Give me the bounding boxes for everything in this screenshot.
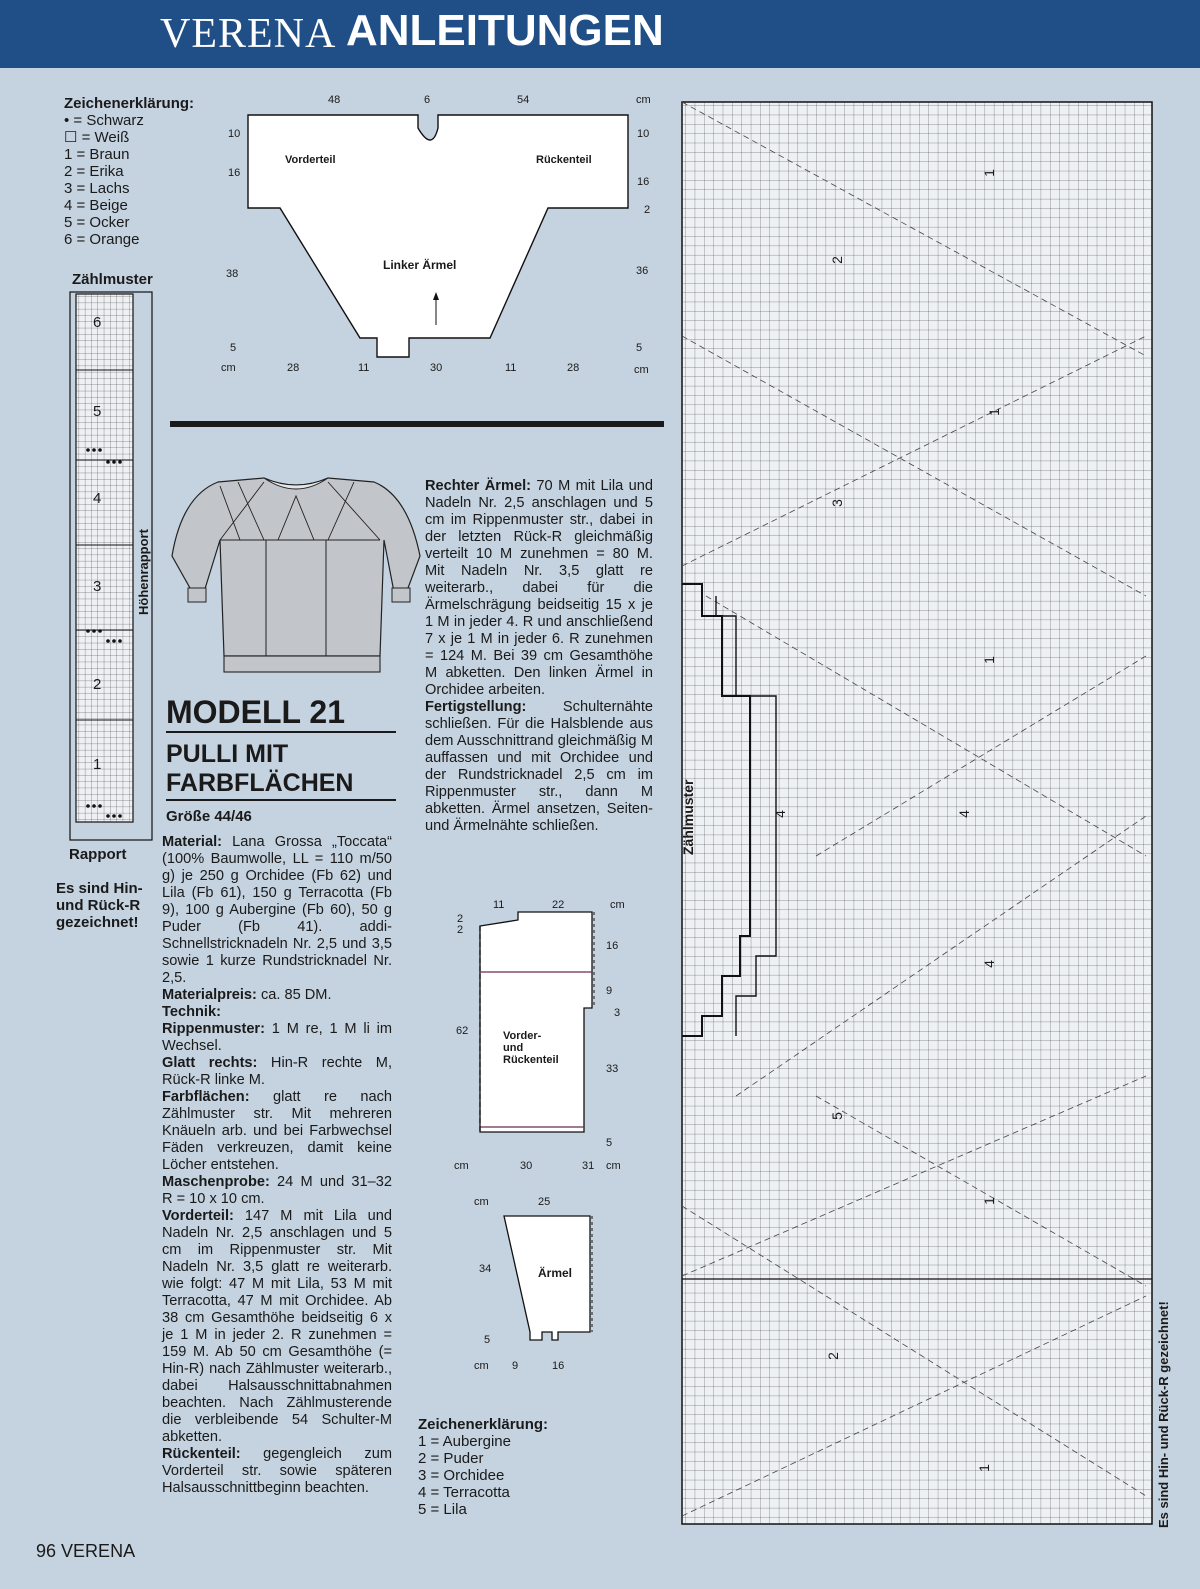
measure: cm	[221, 362, 236, 374]
legend-item: 4 = Terracotta	[418, 1484, 510, 1501]
small-chart-zone: 1	[93, 756, 102, 773]
instruction-paragraph: Materialpreis: ca. 85 DM.	[162, 987, 332, 1003]
measure: 6	[424, 94, 431, 106]
measure: 10	[637, 128, 650, 140]
measure: 11	[358, 362, 370, 374]
measure: 2	[644, 204, 651, 216]
measure: 5	[606, 1137, 613, 1149]
chart-zone-number: 2	[828, 256, 845, 264]
legend-item: 5 = Ocker	[64, 214, 130, 231]
measure: 33	[606, 1063, 619, 1075]
measure: 5	[636, 342, 643, 354]
measure: 30	[430, 362, 443, 374]
chart-zone-number: 1	[980, 656, 997, 664]
top-schematic	[220, 90, 660, 380]
small-chart-zone: 6	[93, 314, 102, 331]
model-subtitle: PULLI MIT FARBFLÄCHEN	[166, 740, 354, 797]
sweater-illustration	[168, 476, 426, 686]
chart-zone-number: 1	[975, 1464, 992, 1472]
small-chart-zone: 5	[93, 403, 102, 420]
instructions-left-column	[162, 834, 392, 1497]
legend-title: Zeichenerklärung:	[64, 95, 195, 112]
instruction-paragraph: Material: Lana Grossa „Toccata“ (100% Baumwolle, LL = 110 m/50 g) je 250 g Orchidee (Fb 62) und Lila (Fb 61), 150 g Terracotta (Fb 9), 100 g Aubergine (Fb 60), 50 g Puder (Fb 41). addi-Schnellstricknadeln Nr. 2,5 und 3,5 sowie 1 kurze Rundstricknadel Nr. 2,5.	[162, 834, 392, 986]
section-title: ANLEITUNGEN	[346, 6, 664, 55]
size-label: Größe 44/46	[166, 808, 252, 825]
sleeve-label: Linker Ärmel	[383, 258, 457, 272]
legend-item: ☐ = Weiß	[64, 129, 130, 146]
chart-zone-number: 2	[824, 1352, 841, 1360]
measure: 36	[636, 265, 649, 277]
measure: 28	[287, 362, 300, 374]
body-piece-label: Vorder- und Rückenteil	[503, 1030, 559, 1066]
legend-item: • = Schwarz	[64, 112, 144, 129]
measure: 3	[614, 1007, 621, 1019]
front-label: Vorderteil	[285, 154, 336, 166]
count-chart-side-label: Zählmuster	[680, 779, 696, 855]
legend-item: 3 = Orchidee	[418, 1467, 505, 1484]
page-footer	[36, 1541, 135, 1562]
instruction-paragraph: Rückenteil: gegengleich zum Vorderteil str. sowie späteren Halsausschnittbeginn beachten.	[162, 1446, 392, 1496]
measure: 28	[567, 362, 580, 374]
rows-note: Es sind Hin- und Rück-R gezeichnet!	[56, 880, 143, 931]
subtitle-underline	[166, 799, 396, 801]
small-chart-title: Zählmuster	[72, 271, 153, 288]
repeat-height-label: Höhenrapport	[136, 529, 151, 615]
measure: 16	[552, 1360, 565, 1372]
measure: cm	[474, 1196, 489, 1208]
instruction-paragraph: Fertigstellung: Schulternähte schließen. Für die Halsblende aus dem Ausschnittrand gleichmäßig M auffassen und mit Orchidee und der Rundstricknadel 2,5 cm im Rippenmuster str., dann M abketten. Ärmel ansetzen, Seiten- und Ärmelnähte schließen.	[425, 699, 653, 834]
measure: cm	[636, 94, 651, 106]
small-chart-zone: 2	[93, 676, 102, 693]
legend-item: 3 = Lachs	[64, 180, 130, 197]
measure: cm	[454, 1160, 469, 1172]
measure: cm	[474, 1360, 489, 1372]
measure: 22	[552, 899, 565, 911]
sleeve-piece-label: Ärmel	[538, 1266, 573, 1280]
measure: 16	[228, 167, 241, 179]
measure: 30	[520, 1160, 533, 1172]
measure: cm	[606, 1160, 621, 1172]
measure: 16	[606, 940, 619, 952]
large-count-chart	[676, 96, 1166, 1532]
measure: cm	[610, 899, 625, 911]
measure: 16	[637, 176, 650, 188]
legend-item: 4 = Beige	[64, 197, 128, 214]
legend-title: Zeichenerklärung:	[418, 1416, 549, 1433]
chart-zone-number: 1	[985, 408, 1002, 416]
legend-item: 5 = Lila	[418, 1501, 467, 1518]
measure: 11	[493, 899, 505, 911]
small-chart-zone: 3	[93, 578, 102, 595]
back-label: Rückenteil	[536, 154, 592, 166]
measure: 31	[582, 1160, 595, 1172]
instruction-paragraph: Glatt rechts: Hin-R rechte M, Rück-R linke M.	[162, 1055, 393, 1088]
instruction-paragraph: Rechter Ärmel: 70 M mit Lila und Nadeln Nr. 2,5 anschlagen und 5 cm im Rippenmuster str., dabei in der letzten Rück-R gleichmäßig verteilt 10 M zunehmen = 80 M. Mit Nadeln Nr. 3,5 glatt re weiterarb., dabei für die Ärmelschrägung beidseitig 15 x je 1 M in jeder 4. R und anschließend 7 x je 1 M in jeder 6. R zunehmen = 124 M. Bei 39 cm Gesamthöhe M abketten. Den linken Ärmel in Orchidee arbeiten.	[425, 478, 654, 698]
legend-item: 2 = Puder	[418, 1450, 484, 1467]
small-chart-zone: 4	[93, 490, 102, 507]
color-legend-bottom	[418, 1416, 548, 1518]
measure: 34	[479, 1263, 492, 1275]
measure: 5	[484, 1334, 491, 1346]
color-legend-top	[64, 95, 194, 248]
page-header	[0, 0, 1200, 68]
instruction-paragraph: Farbflächen: glatt re nach Zählmuster str. Mit mehreren Knäueln arb. und bei Farbwechsel Fäden verkreuzen, damit keine Löcher entstehen.	[162, 1089, 392, 1173]
magazine-brand: VERENA	[160, 11, 337, 57]
measure: 38	[226, 268, 239, 280]
sleeve-schematic	[470, 1200, 610, 1360]
measure: 2	[457, 924, 464, 936]
chart-zone-number: 4	[771, 810, 788, 818]
legend-item: 6 = Orange	[64, 231, 140, 248]
measure: 2	[457, 913, 464, 925]
model-title: MODELL 21	[166, 694, 345, 730]
instruction-paragraph: Rippenmuster: 1 M re, 1 M li im Wechsel.	[162, 1021, 392, 1054]
repeat-label: Rapport	[69, 846, 127, 863]
separator-rule	[170, 421, 664, 427]
chart-zone-number: 4	[980, 960, 997, 968]
measure: 9	[606, 985, 613, 997]
chart-zone-number: 1	[980, 1197, 997, 1205]
measure: 9	[512, 1360, 519, 1372]
measure: 25	[538, 1196, 551, 1208]
chart-zone-number: 4	[955, 810, 972, 818]
measure: 62	[456, 1025, 469, 1037]
rows-note-vertical: Es sind Hin- und Rück-R gezeichnet!	[1156, 1301, 1171, 1528]
legend-item: 1 = Braun	[64, 146, 130, 163]
measure: 10	[228, 128, 241, 140]
measure: cm	[634, 364, 649, 376]
instruction-paragraph: Maschenprobe: 24 M und 31–32 R = 10 x 10 cm.	[162, 1174, 392, 1207]
chart-zone-number: 3	[828, 499, 845, 507]
measure: 54	[517, 94, 530, 106]
title-underline	[166, 731, 396, 733]
legend-item: 2 = Erika	[64, 163, 124, 180]
measure: 5	[230, 342, 237, 354]
instructions-right-column	[425, 478, 653, 835]
measure: 11	[505, 362, 517, 374]
page-number: 96	[36, 1541, 57, 1561]
measure: 48	[328, 94, 341, 106]
instruction-paragraph: Vorderteil: 147 M mit Lila und Nadeln Nr. 2,5 anschlagen und 5 cm im Rippenmuster str. Mit Nadeln Nr. 3,5 glatt re weiterarb. wie folgt: 47 M mit Lila, 53 M mit Terracotta, 47 M mit Orchidee. Ab 38 cm Gesamthöhe beidseitig 6 x je 1 M in jeder 2. R zunehmen = 159 M. Ab 50 cm Gesamthöhe (= Hin-R) nach Zählmuster weiterarb., dabei Halsausschnittabnahmen beachten. Nach Zählmusterende die verbleibende 54 Schulter-M abketten.	[162, 1208, 392, 1445]
instruction-paragraph: Technik:	[162, 1004, 221, 1020]
chart-zone-number: 1	[980, 169, 997, 177]
chart-zone-number: 5	[828, 1112, 845, 1120]
footer-brand: VERENA	[61, 1541, 136, 1561]
legend-item: 1 = Aubergine	[418, 1433, 511, 1450]
